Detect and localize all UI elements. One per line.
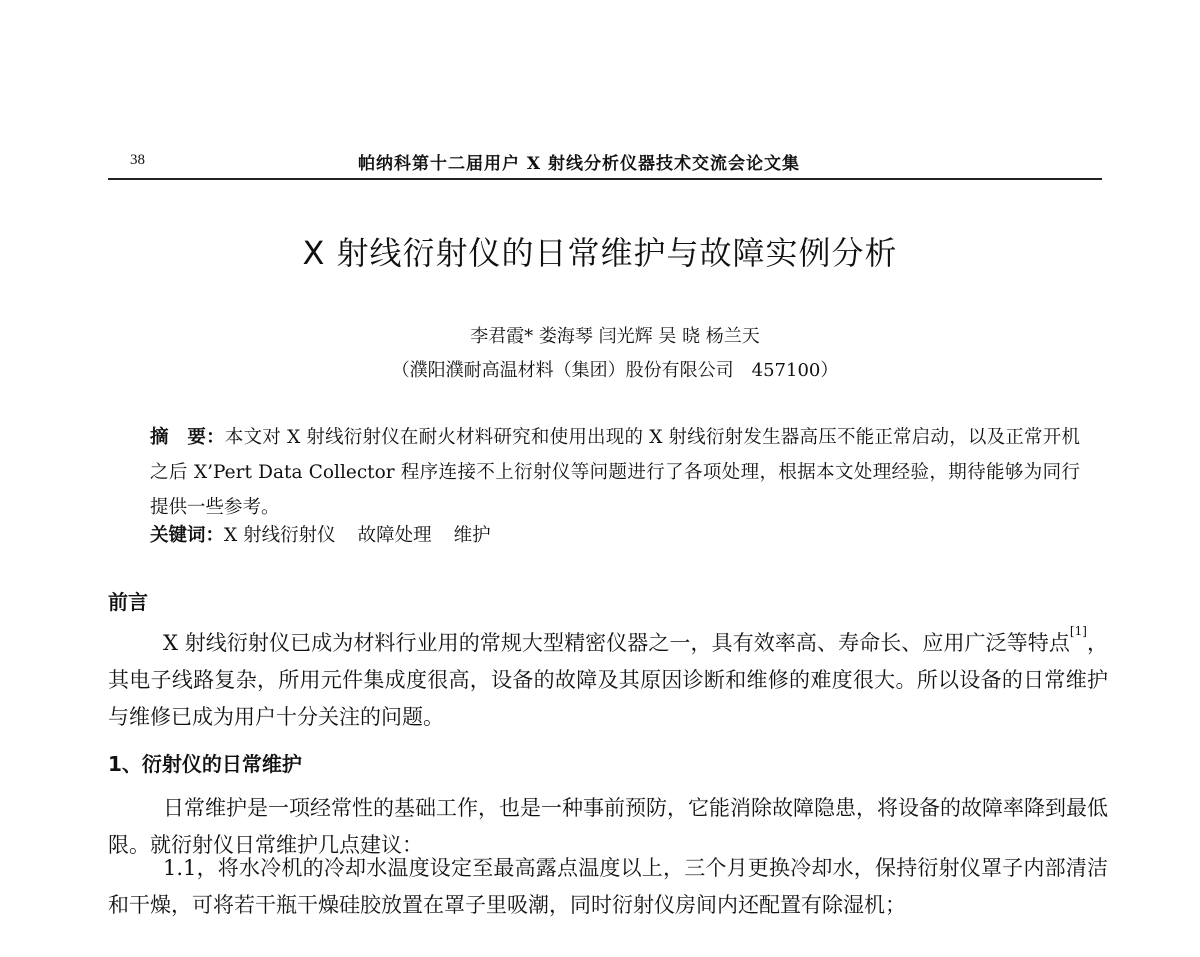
paper-title: X 射线衍射仪的日常维护与故障实例分析: [302, 234, 898, 272]
keywords-label: 关键词：: [150, 525, 225, 546]
keyword: 维护: [453, 525, 491, 546]
abstract-text: 本文对 X 射线衍射仪在耐火材料研究和使用出现的 X 射线衍射发生器高压不能正常启动，以及正常开机之后 X’Pert Data Collector 程序连接不上衍射仪等问题进行了各项处理，根据本文处理经验，期待能够为同行提供一些参考。: [150, 427, 1080, 518]
preface-text-cont: ，其电子线路复杂，所用元件集成度很高，设备的故障及其原因诊断和维修的难度很大。所以设备的日常维护与维修已成为用户十分关注的问题。: [108, 631, 1108, 729]
citation-ref: [1]: [1069, 624, 1087, 638]
preface-paragraph: [108, 625, 1108, 736]
journal-title: 帕纳科第十二届用户 X 射线分析仪器技术交流会论文集: [358, 154, 801, 174]
affiliation: （濮阳濮耐高温材料（集团）股份有限公司 457100）: [391, 360, 839, 381]
preface-text: X 射线衍射仪已成为材料行业用的常规大型精密仪器之一，具有效率高、寿命长、应用广泛等特点: [163, 631, 1070, 655]
running-header: [108, 144, 1102, 180]
section-heading-1: 1、衍射仪的日常维护: [108, 752, 302, 776]
abstract-label: 摘 要：: [150, 427, 225, 448]
authors: 李君霞* 娄海琴 闫光辉 吴 晓 杨兰天: [470, 326, 760, 347]
keywords: [150, 521, 1080, 551]
section-heading-preface: 前言: [108, 590, 148, 614]
section1-paragraph-2: 1.1，将水冷机的冷却水温度设定至最高露点温度以上，三个月更换冷却水，保持衍射仪罩子内部清洁和干燥，可将若干瓶干燥硅胶放置在罩子里吸潮，同时衍射仪房间内还配置有除湿机；: [108, 856, 1108, 917]
abstract: [150, 420, 1080, 525]
page-number: 38: [130, 152, 145, 168]
keyword: X 射线衍射仪: [224, 525, 336, 546]
keyword: 故障处理: [357, 525, 432, 546]
section1-paragraph-1: 日常维护是一项经常性的基础工作，也是一种事前预防，它能消除故障隐患，将设备的故障率降到最低限。就衍射仪日常维护几点建议：: [108, 796, 1108, 857]
